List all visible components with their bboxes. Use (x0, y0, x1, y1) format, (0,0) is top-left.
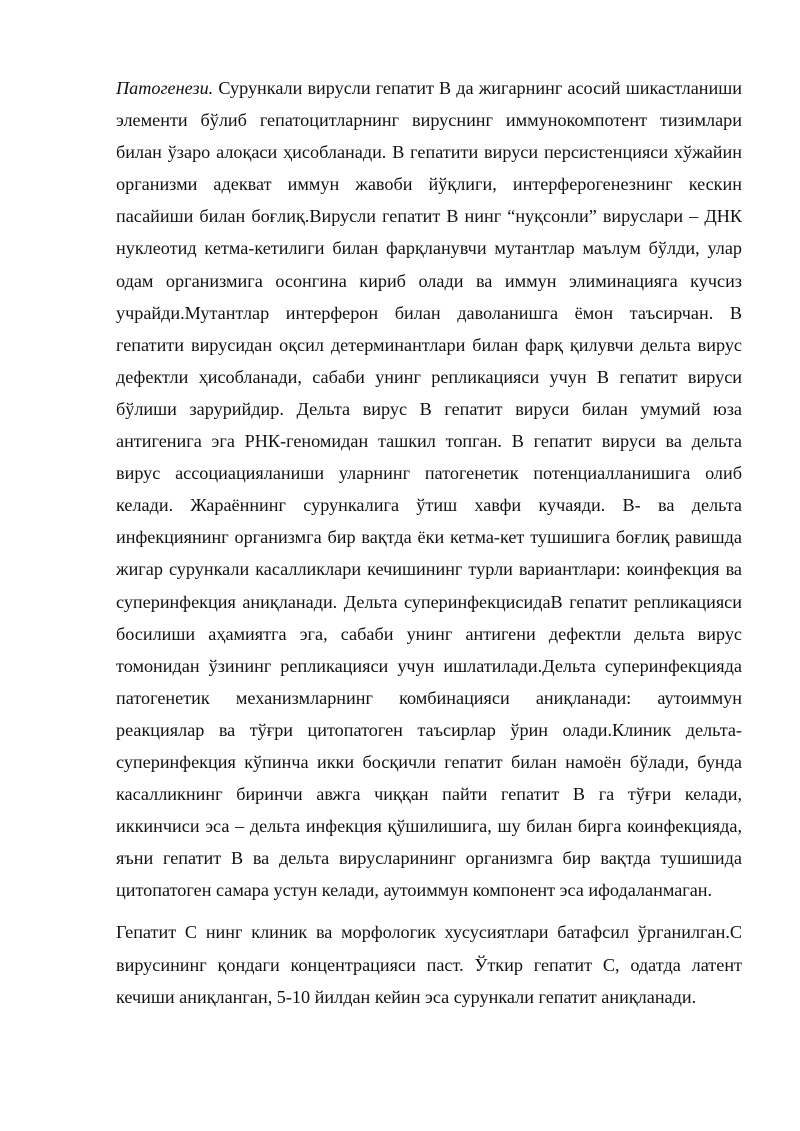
document-page (116, 72, 742, 1013)
paragraph-hepatitis-c (116, 916, 742, 1012)
paragraph-pathogenesis-text: Сурункали вирусли гепатит В да жигарнинг асосий шикастланиши элементи бўлиб гепатоцитларнинг вируснинг иммунокомпотент тизимлари билан ўзаро алоқаси ҳисобланади. В гепатити вируси персистенцияси хўжайин организми адекват иммун жавоби йўқлиги, интерферогенезнинг кескин пасайиши билан боғлиқ.Вирусли гепатит В нинг “нуқсонли” вируслари – ДНК нуклеотид кетма-кетилиги билан фарқланувчи мутантлар маълум бўлди, улар одам организмига осонгина кириб олади ва иммун элиминацияга кучсиз учрайди.Мутантлар интерферон билан даволанишга ёмон таъсирчан. В гепатити вирусидан оқсил детерминантлари билан фарқ қилувчи дельта вирус дефектли ҳисобланади, сабаби унинг репликацияси учун В гепатит вируси бўлиши зарурийдир. Дельта вирус В гепатит вируси билан умумий юза антигенига эга РНК-геномидан ташкил топган. В гепатит вируси ва дельта вирус ассоциацияланиши уларнинг патогенетик потенциалланишига олиб келади. Жараённинг сурункалига ўтиш хавфи кучаяди. В- ва дельта инфекциянинг организмга бир вақтда ёки кетма-кет тушишига боғлиқ равишда жигар сурункали касалликлари кечишининг турли вариантлари: коинфекция ва суперинфекция аниқланади. Дельта суперинфекцисидаВ гепатит репликацияси босилиши аҳамиятга эга, сабаби унинг антигени дефектли дельта вирус томонидан ўзининг репликацияси учун ишлатилади.Дельта суперинфекцияда патогенетик механизмларнинг комбинацияси аниқланади: аутоиммун реакциялар ва тўғри цитопатоген таъсирлар ўрин олади.Клиник дельта-суперинфекция кўпинча икки босқичли гепатит билан намоён бўлади, бунда касалликнинг биринчи авжга чиққан пайти гепатит В га тўғри келади, иккинчиси эса – дельта инфекция қўшилишига, шу билан бирга коинфекцияда, яъни гепатит В ва дельта вирусларининг организмга бир вақтда тушишида цитопатоген самара устун келади, аутоиммун компонент эса ифодаланмаган. (116, 78, 742, 901)
paragraph-pathogenesis (116, 72, 742, 906)
section-lead-term: Патогенези. (116, 78, 214, 98)
paragraph-hepatitis-c-text: Гепатит С нинг клиник ва морфологик хусусиятлари батафсил ўрганилган.С вирусининг қондаги концентрацияси паст. Ўткир гепатит С, одатда латент кечиши аниқланган, 5-10 йилдан кейин эса сурункали гепатит аниқланади. (116, 922, 742, 1007)
